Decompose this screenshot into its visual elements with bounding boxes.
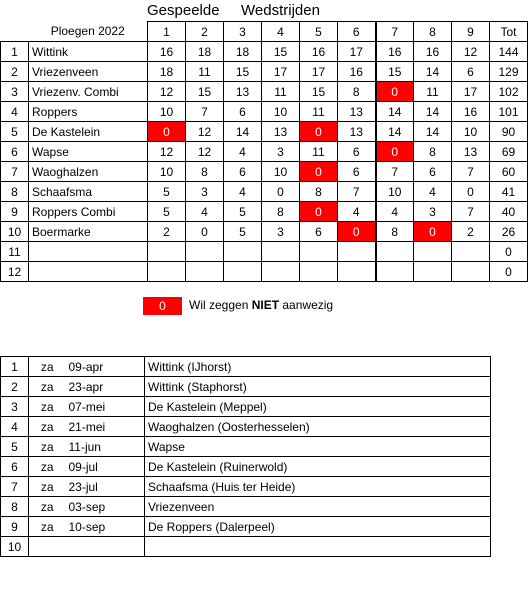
score-cell: 12 bbox=[186, 142, 224, 162]
team-row bbox=[1, 242, 528, 262]
score-cell bbox=[224, 242, 262, 262]
title-part-1: Gespeelde bbox=[147, 2, 220, 19]
score-cell: 11 bbox=[186, 62, 224, 82]
team-total: 26 bbox=[490, 222, 528, 242]
score-cell: 8 bbox=[414, 142, 452, 162]
team-total: 41 bbox=[490, 182, 528, 202]
team-row bbox=[1, 182, 528, 202]
score-cell: 11 bbox=[300, 102, 338, 122]
score-cell: 6 bbox=[224, 162, 262, 182]
legend-text: Wil zeggen NIET aanwezig bbox=[189, 298, 334, 312]
scoreboard-table bbox=[0, 21, 528, 282]
score-cell: 10 bbox=[262, 102, 300, 122]
team-rank: 2 bbox=[1, 62, 29, 82]
team-row bbox=[1, 42, 528, 62]
column-header-match-7: 7 bbox=[376, 22, 414, 42]
match-host: De Kastelein (Ruinerwold) bbox=[145, 457, 491, 477]
score-cell: 16 bbox=[300, 42, 338, 62]
match-host bbox=[145, 537, 491, 557]
score-cell bbox=[376, 262, 414, 282]
match-date: 09-apr bbox=[66, 357, 145, 377]
team-name: Vriezenv. Combi bbox=[29, 82, 148, 102]
score-cell: 15 bbox=[186, 82, 224, 102]
match-number: 8 bbox=[1, 497, 29, 517]
match-number: 7 bbox=[1, 477, 29, 497]
score-cell bbox=[186, 262, 224, 282]
team-row bbox=[1, 222, 528, 242]
score-cell: 0 bbox=[376, 142, 414, 162]
team-name: Boermarke bbox=[29, 222, 148, 242]
score-cell: 8 bbox=[186, 162, 224, 182]
column-header-match-4: 4 bbox=[262, 22, 300, 42]
score-cell: 4 bbox=[338, 202, 376, 222]
match-day: za bbox=[29, 477, 66, 497]
team-name bbox=[29, 242, 148, 262]
team-rank: 11 bbox=[1, 242, 29, 262]
score-cell: 13 bbox=[224, 82, 262, 102]
match-date: 11-jun bbox=[66, 437, 145, 457]
column-header-total: Tot bbox=[490, 22, 528, 42]
team-row bbox=[1, 162, 528, 182]
score-cell: 7 bbox=[376, 162, 414, 182]
score-cell: 14 bbox=[414, 102, 452, 122]
score-cell: 16 bbox=[414, 42, 452, 62]
score-cell: 14 bbox=[414, 122, 452, 142]
match-date bbox=[66, 537, 145, 557]
team-row bbox=[1, 122, 528, 142]
score-cell: 7 bbox=[186, 102, 224, 122]
team-total: 129 bbox=[490, 62, 528, 82]
match-host: Schaafsma (Huis ter Heide) bbox=[145, 477, 491, 497]
match-host: Waoghalzen (Oosterhesselen) bbox=[145, 417, 491, 437]
team-row bbox=[1, 142, 528, 162]
score-cell: 8 bbox=[300, 182, 338, 202]
team-name: Vriezenveen bbox=[29, 62, 148, 82]
score-cell: 0 bbox=[148, 122, 186, 142]
scoreboard-header bbox=[1, 22, 528, 42]
header-blank bbox=[1, 22, 29, 42]
team-name: Waoghalzen bbox=[29, 162, 148, 182]
score-cell: 0 bbox=[452, 182, 490, 202]
score-cell: 13 bbox=[338, 102, 376, 122]
score-cell: 0 bbox=[376, 82, 414, 102]
score-cell: 8 bbox=[376, 222, 414, 242]
score-cell: 0 bbox=[300, 162, 338, 182]
team-rank: 6 bbox=[1, 142, 29, 162]
score-cell bbox=[452, 262, 490, 282]
match-date: 09-jul bbox=[66, 457, 145, 477]
score-cell: 6 bbox=[338, 162, 376, 182]
score-cell: 5 bbox=[148, 182, 186, 202]
score-cell: 15 bbox=[262, 42, 300, 62]
match-number: 3 bbox=[1, 397, 29, 417]
score-cell: 13 bbox=[338, 122, 376, 142]
score-cell: 2 bbox=[148, 222, 186, 242]
score-cell: 12 bbox=[452, 42, 490, 62]
team-name: Roppers bbox=[29, 102, 148, 122]
match-date: 03-sep bbox=[66, 497, 145, 517]
team-rank: 1 bbox=[1, 42, 29, 62]
schedule-row bbox=[1, 517, 491, 537]
score-cell: 11 bbox=[300, 142, 338, 162]
score-cell: 0 bbox=[338, 222, 376, 242]
column-header-match-3: 3 bbox=[224, 22, 262, 42]
team-row bbox=[1, 62, 528, 82]
score-cell: 6 bbox=[414, 162, 452, 182]
match-date: 23-jul bbox=[66, 477, 145, 497]
match-day: za bbox=[29, 397, 66, 417]
schedule-row bbox=[1, 397, 491, 417]
schedule-row bbox=[1, 457, 491, 477]
match-day: za bbox=[29, 457, 66, 477]
score-cell: 4 bbox=[186, 202, 224, 222]
schedule-row bbox=[1, 377, 491, 397]
match-host: Wittink (Staphorst) bbox=[145, 377, 491, 397]
score-cell: 10 bbox=[452, 122, 490, 142]
score-cell bbox=[300, 242, 338, 262]
score-cell: 16 bbox=[376, 42, 414, 62]
score-cell bbox=[414, 242, 452, 262]
schedule-row bbox=[1, 537, 491, 557]
team-rank: 3 bbox=[1, 82, 29, 102]
team-rank: 5 bbox=[1, 122, 29, 142]
column-header-match-1: 1 bbox=[148, 22, 186, 42]
score-cell: 14 bbox=[376, 122, 414, 142]
team-total: 144 bbox=[490, 42, 528, 62]
column-header-match-2: 2 bbox=[186, 22, 224, 42]
score-cell: 11 bbox=[262, 82, 300, 102]
sheet-title bbox=[0, 2, 528, 20]
match-day: za bbox=[29, 377, 66, 397]
team-row bbox=[1, 102, 528, 122]
team-name: Roppers Combi bbox=[29, 202, 148, 222]
score-cell: 10 bbox=[148, 102, 186, 122]
score-cell bbox=[338, 262, 376, 282]
team-rank: 12 bbox=[1, 262, 29, 282]
team-name: Schaafsma bbox=[29, 182, 148, 202]
match-day bbox=[29, 537, 66, 557]
schedule-row bbox=[1, 497, 491, 517]
match-host: De Roppers (Dalerpeel) bbox=[145, 517, 491, 537]
score-cell: 0 bbox=[300, 122, 338, 142]
score-cell: 3 bbox=[186, 182, 224, 202]
match-day: za bbox=[29, 437, 66, 457]
team-row bbox=[1, 262, 528, 282]
score-cell: 14 bbox=[224, 122, 262, 142]
score-cell: 0 bbox=[414, 222, 452, 242]
match-number: 10 bbox=[1, 537, 29, 557]
match-host: Wapse bbox=[145, 437, 491, 457]
column-header-match-8: 8 bbox=[414, 22, 452, 42]
score-cell: 13 bbox=[452, 142, 490, 162]
match-day: za bbox=[29, 357, 66, 377]
team-name: Wittink bbox=[29, 42, 148, 62]
match-number: 6 bbox=[1, 457, 29, 477]
schedule-row bbox=[1, 357, 491, 377]
score-cell bbox=[300, 262, 338, 282]
score-cell: 4 bbox=[376, 202, 414, 222]
match-day: za bbox=[29, 417, 66, 437]
score-cell bbox=[452, 242, 490, 262]
team-total: 40 bbox=[490, 202, 528, 222]
team-total: 101 bbox=[490, 102, 528, 122]
score-cell: 0 bbox=[186, 222, 224, 242]
score-cell: 15 bbox=[300, 82, 338, 102]
schedule-row bbox=[1, 477, 491, 497]
score-cell: 5 bbox=[224, 222, 262, 242]
match-date: 21-mei bbox=[66, 417, 145, 437]
score-cell: 18 bbox=[186, 42, 224, 62]
score-cell: 5 bbox=[148, 202, 186, 222]
score-cell bbox=[224, 262, 262, 282]
score-cell: 15 bbox=[376, 62, 414, 82]
score-cell bbox=[338, 242, 376, 262]
team-total: 60 bbox=[490, 162, 528, 182]
team-row bbox=[1, 202, 528, 222]
match-date: 07-mei bbox=[66, 397, 145, 417]
team-name: Wapse bbox=[29, 142, 148, 162]
score-cell bbox=[262, 262, 300, 282]
score-cell: 18 bbox=[224, 42, 262, 62]
score-cell: 17 bbox=[452, 82, 490, 102]
column-header-match-9: 9 bbox=[452, 22, 490, 42]
score-cell: 18 bbox=[148, 62, 186, 82]
score-cell bbox=[262, 242, 300, 262]
score-cell: 3 bbox=[262, 142, 300, 162]
team-rank: 9 bbox=[1, 202, 29, 222]
score-cell: 2 bbox=[452, 222, 490, 242]
score-cell: 6 bbox=[300, 222, 338, 242]
score-cell: 12 bbox=[148, 82, 186, 102]
match-host: Wittink (IJhorst) bbox=[145, 357, 491, 377]
team-rank: 4 bbox=[1, 102, 29, 122]
team-name: De Kastelein bbox=[29, 122, 148, 142]
match-day: za bbox=[29, 497, 66, 517]
score-cell bbox=[186, 242, 224, 262]
score-cell: 17 bbox=[338, 42, 376, 62]
score-cell bbox=[148, 242, 186, 262]
score-cell: 7 bbox=[338, 182, 376, 202]
score-cell: 4 bbox=[224, 182, 262, 202]
match-number: 1 bbox=[1, 357, 29, 377]
score-cell: 4 bbox=[414, 182, 452, 202]
team-rank: 10 bbox=[1, 222, 29, 242]
match-number: 4 bbox=[1, 417, 29, 437]
team-total: 102 bbox=[490, 82, 528, 102]
score-cell: 6 bbox=[452, 62, 490, 82]
score-cell bbox=[148, 262, 186, 282]
score-cell: 8 bbox=[262, 202, 300, 222]
score-cell: 14 bbox=[376, 102, 414, 122]
match-host: Vriezenveen bbox=[145, 497, 491, 517]
score-cell: 3 bbox=[414, 202, 452, 222]
score-cell: 0 bbox=[262, 182, 300, 202]
column-header-match-5: 5 bbox=[300, 22, 338, 42]
team-row bbox=[1, 82, 528, 102]
match-date: 23-apr bbox=[66, 377, 145, 397]
score-cell: 6 bbox=[338, 142, 376, 162]
legend-swatch: 0 bbox=[143, 297, 182, 315]
score-cell: 10 bbox=[148, 162, 186, 182]
score-cell: 16 bbox=[148, 42, 186, 62]
score-cell: 4 bbox=[224, 142, 262, 162]
column-header-match-6: 6 bbox=[338, 22, 376, 42]
score-cell: 14 bbox=[414, 62, 452, 82]
score-cell: 6 bbox=[224, 102, 262, 122]
match-number: 2 bbox=[1, 377, 29, 397]
score-cell: 12 bbox=[186, 122, 224, 142]
score-cell: 13 bbox=[262, 122, 300, 142]
score-cell: 7 bbox=[452, 162, 490, 182]
score-cell: 12 bbox=[148, 142, 186, 162]
team-total: 90 bbox=[490, 122, 528, 142]
team-name bbox=[29, 262, 148, 282]
schedule-row bbox=[1, 417, 491, 437]
match-date: 10-sep bbox=[66, 517, 145, 537]
match-number: 5 bbox=[1, 437, 29, 457]
match-host: De Kastelein (Meppel) bbox=[145, 397, 491, 417]
score-cell: 17 bbox=[262, 62, 300, 82]
score-cell: 10 bbox=[376, 182, 414, 202]
score-cell: 0 bbox=[300, 202, 338, 222]
title-part-2: Wedstrijden bbox=[241, 2, 320, 19]
score-cell: 7 bbox=[452, 202, 490, 222]
score-cell: 11 bbox=[414, 82, 452, 102]
score-cell: 15 bbox=[224, 62, 262, 82]
team-total: 0 bbox=[490, 262, 528, 282]
score-cell bbox=[376, 242, 414, 262]
team-total: 69 bbox=[490, 142, 528, 162]
score-cell: 16 bbox=[452, 102, 490, 122]
score-cell: 3 bbox=[262, 222, 300, 242]
schedule-row bbox=[1, 437, 491, 457]
teams-heading: Ploegen 2022 bbox=[50, 24, 125, 39]
score-cell: 17 bbox=[300, 62, 338, 82]
schedule-table bbox=[0, 356, 491, 557]
match-number: 9 bbox=[1, 517, 29, 537]
team-rank: 8 bbox=[1, 182, 29, 202]
score-cell: 10 bbox=[262, 162, 300, 182]
team-rank: 7 bbox=[1, 162, 29, 182]
score-cell bbox=[414, 262, 452, 282]
score-cell: 8 bbox=[338, 82, 376, 102]
score-cell: 5 bbox=[224, 202, 262, 222]
team-total: 0 bbox=[490, 242, 528, 262]
score-cell: 16 bbox=[338, 62, 376, 82]
match-day: za bbox=[29, 517, 66, 537]
